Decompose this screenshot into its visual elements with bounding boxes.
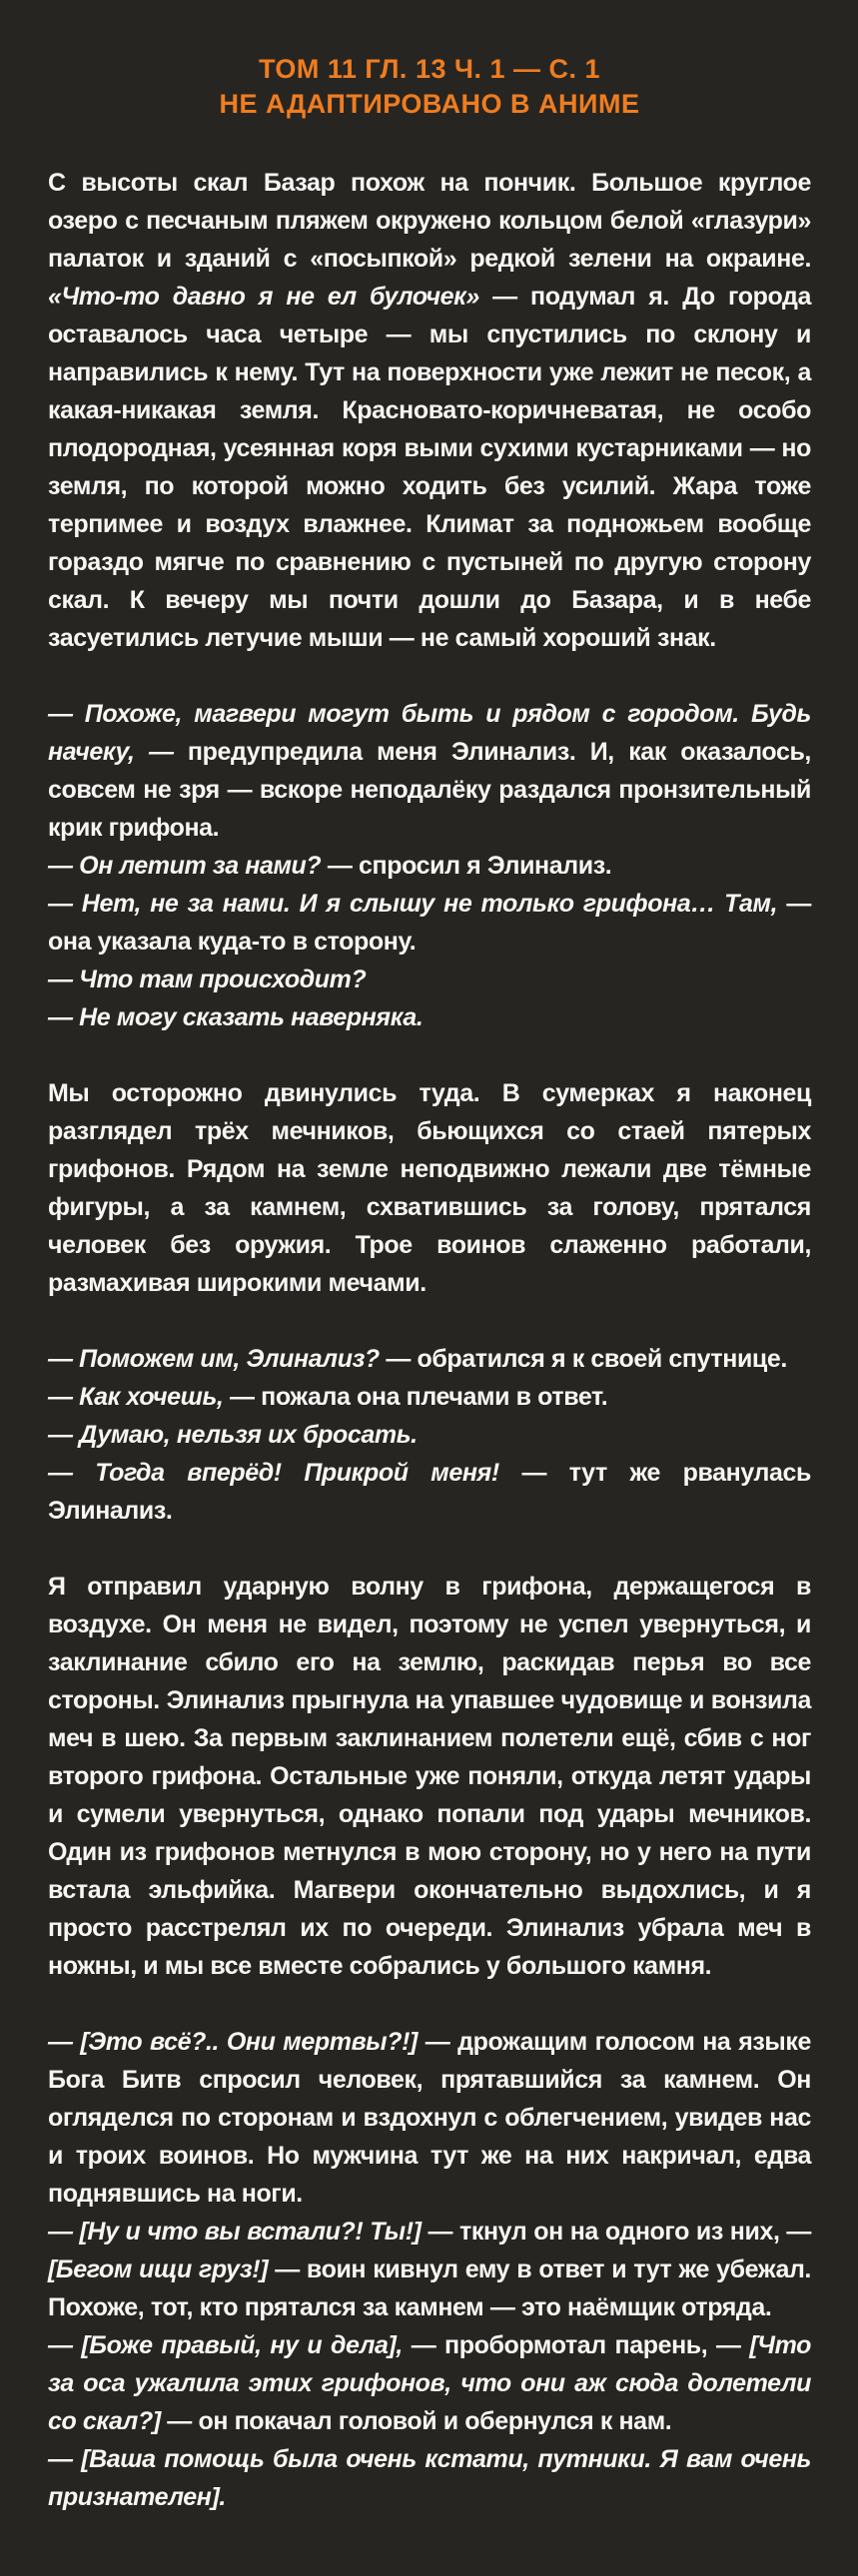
italic-text-run: — [Ваша помощь была очень кстати, путники. Я вам очень признателен]. — [48, 2445, 811, 2511]
italic-text-run: — Что там происходит? — [48, 966, 367, 993]
text-run: — дрожащим голосом на языке Бога Битв спросил человек, прятавшийся за камнем. Он огляделся по сторонам и вздохнул с облегчением, увидев нас и троих воинов. Но мужчина тут же на них накричал, едва поднявшись на ноги. — [48, 2028, 811, 2208]
italic-text-run: — [Боже правый, ну и дела], — [48, 2331, 403, 2359]
italic-text-run: — Похоже, магвери могут быть и рядом с городом. Будь начеку, — — [48, 700, 811, 766]
text-run: — обратился я к своей спутнице. — [379, 1345, 787, 1373]
story-paragraph — [48, 164, 811, 657]
italic-text-run: — Поможем им, Элинализ? — [48, 1345, 380, 1373]
story-paragraph — [48, 1568, 811, 1985]
text-run: — пробормотал парень, — — [402, 2331, 750, 2359]
text-run: — он покачал головой и обернулся к нам. — [160, 2407, 672, 2435]
text-run: Мы осторожно двинулись туда. В сумерках я наконец разглядел трёх мечников, бьющихся со стаей пятерых грифонов. Рядом на земле неподвижно лежали две тёмные фигуры, а за камнем, схватившись за голову, прятался человек без оружия. Трое воинов слаженно работали, размахивая широкими мечами. — [48, 1079, 811, 1297]
dialogue-line — [48, 2326, 811, 2440]
dialogue-line — [48, 961, 811, 998]
italic-text-run: — Думаю, нельзя их бросать. — [48, 1421, 418, 1449]
italic-text-run: — Нет, не за нами. И я слышу не только грифона… Там, — [48, 890, 778, 918]
text-run: — подумал я. До города оставалось часа четыре — мы спустились по склону и направились к нему. Тут на поверхности уже лежит не песок, а какая-никакая земля. Красновато-коричневатая, не особо плодородная, усеянная коря выми сухими кустарниками — но земля, по которой можно ходить без усилий. Жара тоже терпимее и воздух влажнее. Климат за подножьем вообще гораздо мягче по сравнению с пустыней по другую сторону скал. К вечеру мы почти дошли до Базара, и в небе засуетились летучие мыши — не самый хороший знак. — [48, 283, 811, 652]
text-run: предупредила меня Элинализ. И, как оказалось, совсем не зря — вскоре неподалёку раздался пронзительный крик грифона. — [48, 738, 811, 842]
italic-text-run: — Не могу сказать наверняка. — [48, 1003, 424, 1031]
dialogue-line — [48, 695, 811, 847]
dialogue-group — [48, 1340, 811, 1530]
text-run: — она указала куда-то в сторону. — [48, 890, 811, 956]
text-run: — пожала она плечами в ответ. — [223, 1383, 608, 1411]
italic-text-run: [Бегом ищи груз!] — [48, 2255, 269, 2283]
dialogue-line — [48, 998, 811, 1036]
dialogue-line — [48, 885, 811, 961]
italic-text-run: [Что за оса ужалила этих грифонов, что они аж сюда долетели со скал?] — [48, 2331, 811, 2435]
dialogue-group — [48, 695, 811, 1036]
text-run: С высоты скал Базар похож на пончик. Большое круглое озеро с песчаным пляжем окружено кольцом белой «глазури» палаток и зданий с «посыпкой» редкой зелени на окраине. — [48, 169, 811, 273]
paragraph-text — [48, 1074, 811, 1302]
italic-text-run: «Что-то давно я не ел булочек» — [48, 283, 479, 311]
text-run: — тут же рванулась Элинализ. — [48, 1459, 811, 1525]
dialogue-group — [48, 2023, 811, 2516]
story-text — [48, 164, 811, 2516]
anime-adaptation-note: НЕ АДАПТИРОВАНО В АНИМЕ — [219, 89, 640, 119]
chapter-title: ТОМ 11 ГЛ. 13 Ч. 1 — С. 1 — [259, 54, 600, 84]
dialogue-line — [48, 1378, 811, 1416]
dialogue-line — [48, 1454, 811, 1530]
text-run: Я отправил ударную волну в грифона, держащегося в воздухе. Он меня не видел, поэтому не успел увернуться, и заклинание сбило его на землю, раскидав перья во все стороны. Элинализ прыгнула на упавшее чудовище и вонзила меч в шею. За первым заклинанием полетели ещё, сбив с ног второго грифона. Остальные уже поняли, откуда летят удары и сумели увернуться, однако попали под удары мечников. Один из грифонов метнулся в мою сторону, но у него на пути встала эльфийка. Магвери окончательно выдохлись, и я просто расстрелял их по очереди. Элинализ убрала меч в ножны, и мы все вместе собрались у большого камня. — [48, 1573, 811, 1980]
dialogue-line — [48, 2213, 811, 2326]
italic-text-run: — [Это всё?.. Они мертвы?!] — [48, 2028, 418, 2056]
story-paragraph — [48, 1074, 811, 1302]
italic-text-run: — [Ну и что вы встали?! Ты!] — [48, 2218, 422, 2246]
italic-text-run: — Тогда вперёд! Прикрой меня! — [48, 1459, 499, 1487]
italic-text-run: — Он летит за нами? — [48, 852, 322, 880]
dialogue-line — [48, 2440, 811, 2516]
dialogue-line — [48, 1416, 811, 1454]
dialogue-line — [48, 2023, 811, 2213]
paragraph-text — [48, 164, 811, 657]
text-run: — воин кивнул ему в ответ и тут же убежал. Похоже, тот, кто прятался за камнем — это наёмщик отряда. — [48, 2255, 811, 2321]
text-run: — ткнул он на одного из них, — — [421, 2218, 811, 2246]
page-header — [48, 52, 811, 122]
dialogue-line — [48, 847, 811, 885]
text-run: — спросил я Элинализ. — [321, 852, 612, 880]
paragraph-text — [48, 1568, 811, 1985]
italic-text-run: — Как хочешь, — [48, 1383, 224, 1411]
dialogue-line — [48, 1340, 811, 1378]
